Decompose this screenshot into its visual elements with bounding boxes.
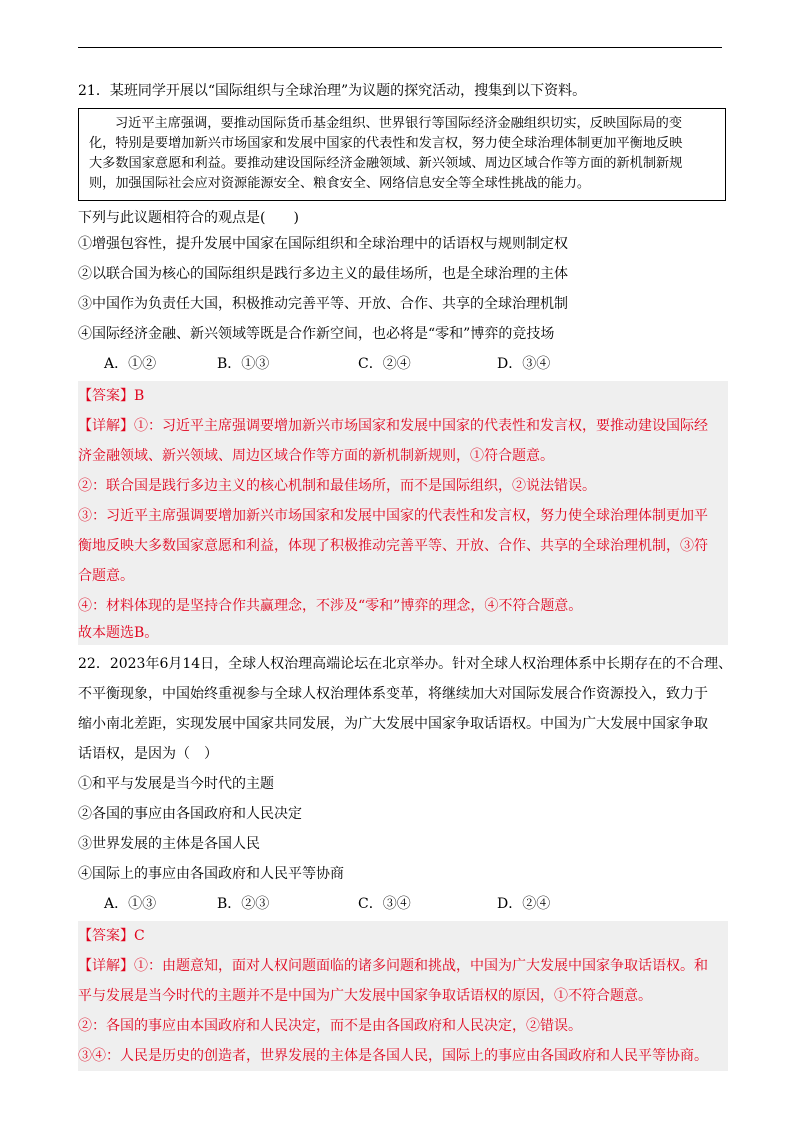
option-d[interactable]: D．②④ xyxy=(497,896,551,912)
question-22-answer-block xyxy=(78,921,728,1071)
explanation-line: ③：习近平主席强调要增加新兴市场国家和发展中国家的代表性和发言权，努力使全球治理体制更加平 xyxy=(78,508,708,524)
statement-item: ③世界发展的主体是各国人民 xyxy=(78,836,260,852)
question-22-options xyxy=(78,889,728,919)
statement-item: ④国际经济金融、新兴领域等既是合作新空间，也必将是“零和”博弈的竞技场 xyxy=(78,326,555,342)
material-line: 大多数国家意愿和利益。要推动建设国际经济金融领域、新兴领域、周边区域合作等方面的新机制新规 xyxy=(89,156,683,171)
statement-item: ②以联合国为核心的国际组织是践行多边主义的最佳场所，也是全球治理的主体 xyxy=(78,266,568,282)
explanation-line: ②：各国的事应由本国政府和人民决定，而不是由各国政府和人民决定，②错误。 xyxy=(78,1018,582,1034)
statement-item: ④国际上的事应由各国政府和人民平等协商 xyxy=(78,866,344,882)
question-21-answer-block xyxy=(78,381,728,645)
document-page xyxy=(78,76,733,1075)
option-c[interactable]: C．②④ xyxy=(358,356,411,372)
answer-label: 【答案】C xyxy=(78,928,145,944)
question-21-stem: 21．某班同学开展以“国际组织与全球治理”为议题的探究活动，搜集到以下资料。 xyxy=(78,83,587,99)
statement-item: ①增强包容性，提升发展中国家在国际组织和全球治理中的话语权与规则制定权 xyxy=(78,236,568,252)
question-21-prompt: 下列与此议题相符合的观点是( ) xyxy=(78,210,299,226)
question-21-material-box xyxy=(78,108,726,201)
option-d[interactable]: D．③④ xyxy=(497,356,551,372)
material-line: 习近平主席强调，要推动国际货币基金组织、世界银行等国际经济金融组织切实，反映国际局的变 xyxy=(115,116,683,131)
material-line: 化，特别是要增加新兴市场国家和发展中国家的代表性和发言权，努力使全球治理体制更加平衡地反映 xyxy=(89,136,683,151)
statement-item: ③中国作为负责任大国，积极推动完善平等、开放、合作、共享的全球治理机制 xyxy=(78,296,568,312)
explanation-line: 济金融领域、新兴领域、周边区域合作等方面的新机制新规则，①符合题意。 xyxy=(78,448,554,464)
option-a[interactable]: A．①② xyxy=(104,356,157,372)
explanation-line: 合题意。 xyxy=(78,568,134,584)
option-b[interactable]: B．②③ xyxy=(217,896,270,912)
explanation-line: 【详解】①：习近平主席强调要增加新兴市场国家和发展中国家的代表性和发言权，要推动建设国际经 xyxy=(78,418,708,434)
question-22 xyxy=(78,649,733,1071)
option-b[interactable]: B．①③ xyxy=(217,356,270,372)
question-22-stem-line: 22．2023年6月14日，全球人权治理高端论坛在北京举办。针对全球人权治理体系中长期存在的不合理、 xyxy=(78,656,733,672)
option-a[interactable]: A．①③ xyxy=(104,896,157,912)
explanation-line: ②：联合国是践行多边主义的核心机制和最佳场所，而不是国际组织，②说法错误。 xyxy=(78,478,596,494)
statement-item: ①和平与发展是当今时代的主题 xyxy=(78,776,274,792)
material-line: 则，加强国际社会应对资源能源安全、粮食安全、网络信息安全等全球性挑战的能力。 xyxy=(89,176,591,191)
header-rule xyxy=(78,47,722,48)
question-21-options xyxy=(78,349,728,379)
conclusion-line: 故本题选B。 xyxy=(78,625,159,641)
explanation-line: 衡地反映大多数国家意愿和利益，体现了积极推动完善平等、开放、合作、共享的全球治理机制，③符 xyxy=(78,538,708,554)
question-22-stem-line: 不平衡现象，中国始终重视参与全球人权治理体系变革，将继续加大对国际发展合作资源投入，致力于 xyxy=(78,686,708,702)
answer-label: 【答案】B xyxy=(78,388,145,404)
statement-item: ②各国的事应由各国政府和人民决定 xyxy=(78,806,302,822)
question-21 xyxy=(78,76,728,645)
explanation-line: ④：材料体现的是坚持合作共赢理念，不涉及“零和”博弈的理念，④不符合题意。 xyxy=(78,598,583,614)
question-22-stem-line: 话语权，是因为（ ） xyxy=(78,746,218,762)
explanation-line: 【详解】①：由题意知，面对人权问题面临的诸多问题和挑战，中国为广大发展中国家争取话语权。和 xyxy=(78,958,708,974)
explanation-line: 平与发展是当今时代的主题并不是中国为广大发展中国家争取话语权的原因，①不符合题意。 xyxy=(78,988,652,1004)
question-22-stem-line: 缩小南北差距，实现发展中国家共同发展，为广大发展中国家争取话语权。中国为广大发展中国家争取 xyxy=(78,716,708,732)
option-c[interactable]: C．③④ xyxy=(358,896,411,912)
explanation-line: ③④：人民是历史的创造者，世界发展的主体是各国人民，国际上的事应由各国政府和人民平等协商。 xyxy=(78,1048,708,1064)
